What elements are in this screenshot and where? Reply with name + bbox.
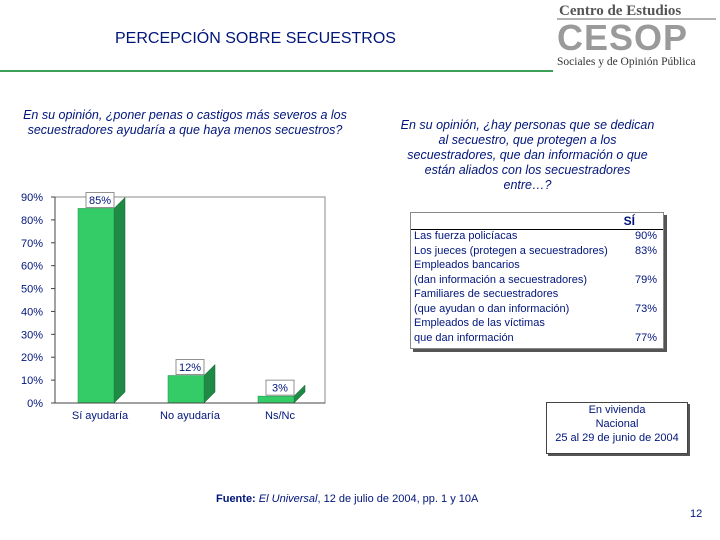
table-row-value: 79% [634,273,657,286]
source-label: Fuente: [216,493,256,505]
survey-note [546,402,688,454]
table-header-si: SÍ [623,214,635,228]
data-label: 3% [272,382,288,395]
logo-wordmark: CESOP [557,17,689,58]
table-row-label: (dan información a secuestradores) [414,273,588,286]
table-row [414,259,660,288]
table-row-label: Empleados de las víctimas [414,317,545,329]
x-tick-label: Ns/Nc [265,410,295,422]
cesop-logo [553,0,720,72]
y-tick-label: 0% [27,398,43,410]
table-row [414,245,660,260]
source-details: , 12 de julio de 2004, pp. 1 y 10A [317,493,479,505]
source-publication: El Universal [258,493,318,505]
y-tick-label: 70% [20,237,43,250]
y-axis [21,192,55,410]
table-row-value: 73% [634,302,657,315]
bar-side [114,197,125,403]
y-tick-label: 30% [20,329,43,342]
table-row-label: que dan información [414,331,514,344]
title-divider [0,70,553,72]
x-tick-label: Sí ayudaría [71,410,129,422]
logo-line2: Sociales y de Opinión Pública [557,56,696,68]
y-tick-label: 50% [20,283,43,296]
page-title: PERCEPCIÓN SOBRE SECUESTROS [115,30,396,47]
question-right: En su opinión, ¿hay personas que se dedican al secuestro, que protegen a los secuestradores, que dan información o que están aliados con los secuestradores entre…? [400,118,655,192]
bar [78,208,114,403]
y-tick-label: 90% [20,192,43,204]
table-row [414,230,660,245]
y-tick-label: 20% [20,352,43,365]
table-row [414,317,660,346]
table-row-value: 83% [634,244,657,257]
table-row-label: Los jueces (protegen a secuestradores) [414,244,608,257]
x-axis [55,403,325,422]
y-tick-label: 40% [20,306,43,319]
y-tick-label: 60% [20,260,43,273]
y-tick-label: 80% [20,214,43,227]
table-row-label: Empleados bancarios [414,259,520,271]
note-line2: Nacional [595,418,639,430]
data-label: 12% [178,362,202,375]
logo-line1: Centro de Estudios [559,3,682,19]
note-line1: En vivienda [588,404,646,416]
table-row-label: (que ayudan o dan información) [414,302,570,315]
x-tick-label: No ayudaría [160,410,220,422]
page-number: 12 [690,508,703,520]
table-row [414,288,660,317]
bar-chart [0,185,340,425]
y-tick-label: 10% [20,375,43,388]
question-left: En su opinión, ¿poner penas o castigos más severos a los secuestradores ayudaría a que haya menos secuestros? [23,108,347,137]
table-row-label: Familiares de secuestradores [414,288,559,300]
note-line3: 25 al 29 de junio de 2004 [555,432,679,444]
data-label: 85% [88,194,112,207]
allies-table [410,212,664,349]
table-row-value: 90% [634,230,657,242]
bar [168,376,204,403]
source-citation [216,493,478,505]
bar [258,396,294,403]
table-row-label: Las fuerza policíacas [414,230,518,242]
table-row-value: 77% [634,331,657,344]
